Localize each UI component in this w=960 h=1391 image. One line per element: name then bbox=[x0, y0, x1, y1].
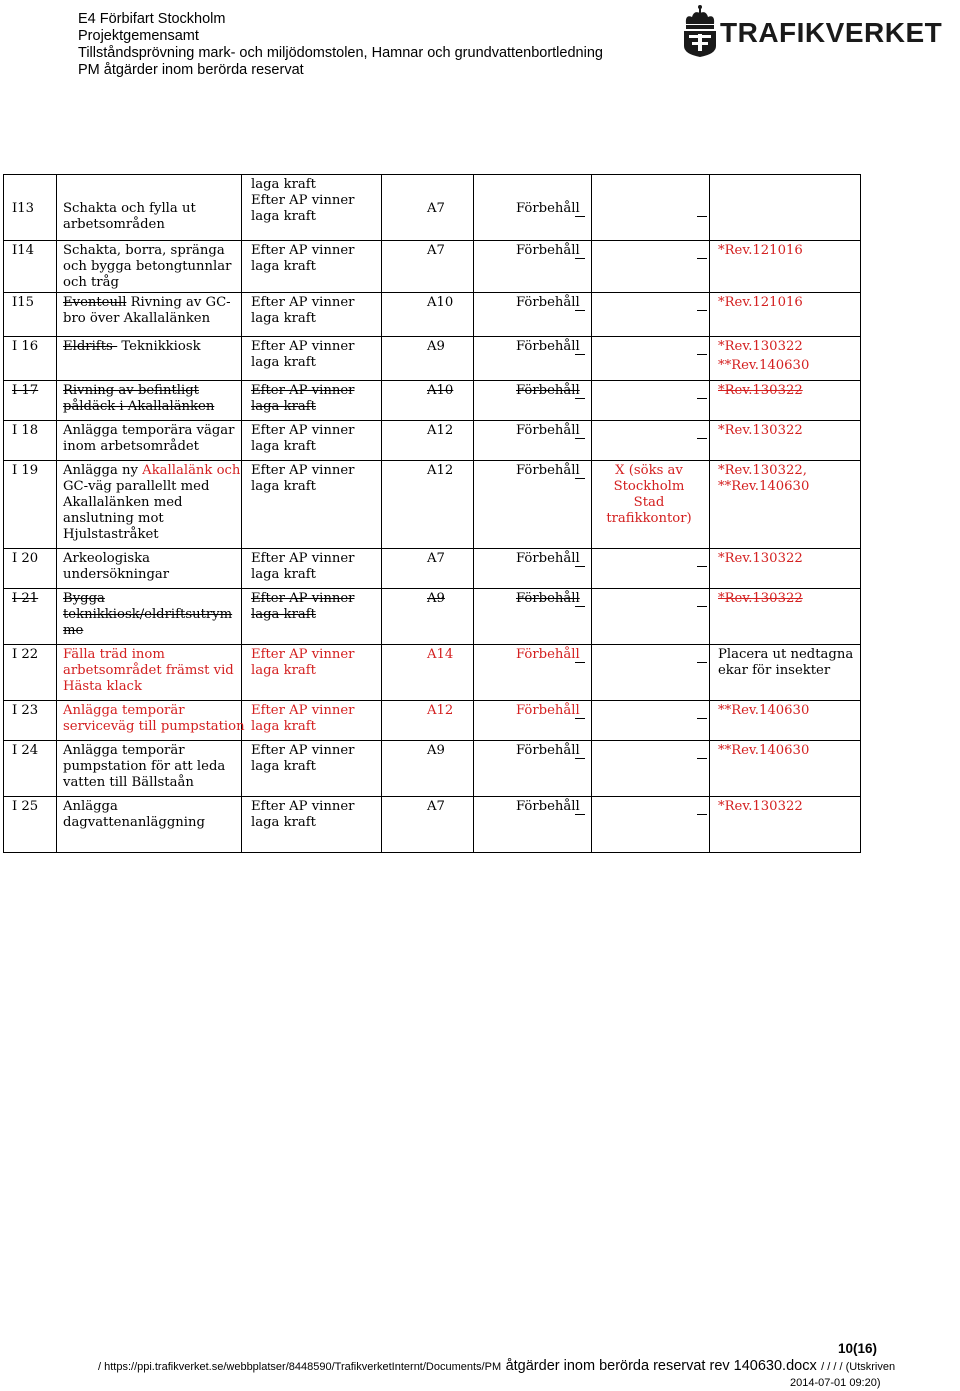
reference-code: A12 bbox=[427, 423, 454, 438]
cell-description bbox=[57, 241, 242, 293]
cell-id bbox=[4, 741, 57, 797]
cell-timing bbox=[242, 701, 382, 741]
measure-type: Förbehåll bbox=[516, 463, 580, 478]
timing-line: laga kraft bbox=[251, 567, 316, 582]
cell-notes bbox=[710, 461, 861, 549]
note-line: *Rev.130322 bbox=[718, 383, 803, 398]
timing-line: Efter AP vinner bbox=[251, 703, 355, 718]
note-line: *Rev.130322 bbox=[718, 591, 803, 606]
cell-reference bbox=[382, 293, 474, 337]
dash-marker bbox=[575, 438, 585, 439]
cell-id bbox=[4, 549, 57, 589]
cell-timing bbox=[242, 589, 382, 645]
note-line: *Rev.130322 bbox=[718, 339, 803, 354]
reference-code: A9 bbox=[427, 743, 445, 758]
timing-line: Efter AP vinner bbox=[251, 193, 355, 208]
description-line: Schakta, borra, spränga bbox=[63, 243, 225, 258]
dash-marker bbox=[697, 216, 707, 217]
file-path-name: åtgärder inom berörda reservat rev 140630.docx bbox=[505, 1358, 817, 1374]
cell-description bbox=[57, 589, 242, 645]
reference-code: A10 bbox=[427, 383, 454, 398]
table-row bbox=[4, 241, 861, 293]
dash-marker bbox=[575, 216, 585, 217]
dash-marker bbox=[697, 398, 707, 399]
dash-marker bbox=[697, 438, 707, 439]
cell-stockholm bbox=[592, 241, 710, 293]
row-id: I13 bbox=[12, 201, 34, 216]
cell-type bbox=[474, 293, 592, 337]
cell-notes bbox=[710, 241, 861, 293]
description-line: bro över Akallalänken bbox=[63, 311, 211, 326]
description-line: arbetsområdet främst vid bbox=[63, 663, 234, 678]
cell-notes bbox=[710, 701, 861, 741]
table-row bbox=[4, 549, 861, 589]
timing-line: Efter AP vinner bbox=[251, 243, 355, 258]
description-part: Eventeull bbox=[63, 295, 127, 310]
stockholm-line: trafikkontor) bbox=[606, 511, 692, 526]
cell-id bbox=[4, 241, 57, 293]
measure-type: Förbehåll bbox=[516, 295, 580, 310]
description-part: Akallalänk och bbox=[142, 463, 241, 478]
timing-line: laga kraft bbox=[251, 177, 316, 192]
cell-stockholm bbox=[592, 701, 710, 741]
table-row bbox=[4, 337, 861, 381]
cell-timing bbox=[242, 175, 382, 241]
description-line bbox=[63, 463, 240, 479]
cell-notes bbox=[710, 741, 861, 797]
note-line: Placera ut nedtagna bbox=[718, 647, 854, 662]
cell-timing bbox=[242, 293, 382, 337]
cell-reference bbox=[382, 421, 474, 461]
description-line: anslutning mot bbox=[63, 511, 164, 526]
cell-stockholm bbox=[592, 741, 710, 797]
timing-line: Efter AP vinner bbox=[251, 799, 355, 814]
description-line: Schakta och fylla ut bbox=[63, 201, 196, 216]
cell-id bbox=[4, 175, 57, 241]
description-line: och bygga betongtunnlar bbox=[63, 259, 232, 274]
cell-timing bbox=[242, 461, 382, 549]
description-line: teknikkiosk/eldriftsutrym bbox=[63, 607, 233, 622]
cell-description bbox=[57, 421, 242, 461]
cell-stockholm bbox=[592, 549, 710, 589]
row-id: I 20 bbox=[12, 551, 39, 566]
description-line: Fälla träd inom bbox=[63, 647, 165, 662]
description-line: Akallalänken med bbox=[63, 495, 183, 510]
timing-line: laga kraft bbox=[251, 355, 316, 370]
table-row bbox=[4, 741, 861, 797]
cell-reference bbox=[382, 589, 474, 645]
cell-notes bbox=[710, 175, 861, 241]
row-id: I 17 bbox=[12, 383, 39, 398]
measure-type: Förbehåll bbox=[516, 201, 580, 216]
cell-id bbox=[4, 589, 57, 645]
dash-marker bbox=[575, 662, 585, 663]
dash-marker bbox=[575, 606, 585, 607]
cell-type bbox=[474, 549, 592, 589]
stockholm-line: X (söks av bbox=[615, 463, 683, 478]
cell-description bbox=[57, 645, 242, 701]
timing-line: Efter AP vinner bbox=[251, 591, 355, 606]
description-line: Bygga bbox=[63, 591, 105, 606]
timing-line: Efter AP vinner bbox=[251, 423, 355, 438]
timing-line: laga kraft bbox=[251, 209, 316, 224]
description-line: Arkeologiska bbox=[63, 551, 151, 566]
dash-marker bbox=[697, 718, 707, 719]
measure-type: Förbehåll bbox=[516, 243, 580, 258]
dash-marker bbox=[697, 566, 707, 567]
cell-reference bbox=[382, 549, 474, 589]
note-line: *Rev.121016 bbox=[718, 295, 803, 310]
row-id: I14 bbox=[12, 243, 34, 258]
cell-notes bbox=[710, 549, 861, 589]
dash-marker bbox=[697, 354, 707, 355]
cell-type bbox=[474, 175, 592, 241]
reference-code: A9 bbox=[427, 591, 445, 606]
timing-line: laga kraft bbox=[251, 479, 316, 494]
cell-description bbox=[57, 797, 242, 853]
cell-type bbox=[474, 381, 592, 421]
stockholm-line: Stad bbox=[633, 495, 665, 510]
reference-code: A7 bbox=[427, 243, 445, 258]
timing-line: laga kraft bbox=[251, 815, 316, 830]
table-row bbox=[4, 293, 861, 337]
timing-line: Efter AP vinner bbox=[251, 647, 355, 662]
description-line: GC-väg parallellt med bbox=[63, 479, 210, 494]
dash-marker bbox=[575, 398, 585, 399]
row-id: I 19 bbox=[12, 463, 39, 478]
dash-marker bbox=[697, 606, 707, 607]
table-row bbox=[4, 175, 861, 241]
cell-id bbox=[4, 381, 57, 421]
description-part: Anlägga ny bbox=[63, 463, 143, 478]
cell-timing bbox=[242, 241, 382, 293]
timing-line: laga kraft bbox=[251, 259, 316, 274]
cell-notes bbox=[710, 337, 861, 381]
reference-code: A10 bbox=[427, 295, 454, 310]
cell-type bbox=[474, 421, 592, 461]
cell-id bbox=[4, 421, 57, 461]
description-line: Hästa klack bbox=[63, 679, 142, 694]
note-line: *Rev.130322, bbox=[718, 463, 807, 478]
dash-marker bbox=[575, 258, 585, 259]
description-line: pumpstation för att leda bbox=[63, 759, 226, 774]
description-line: arbetsområden bbox=[63, 217, 165, 232]
header-project: E4 Förbifart Stockholm bbox=[78, 11, 226, 27]
table-row bbox=[4, 701, 861, 741]
description-line: me bbox=[63, 623, 84, 638]
cell-type bbox=[474, 589, 592, 645]
cell-timing bbox=[242, 337, 382, 381]
cell-reference bbox=[382, 337, 474, 381]
dash-marker bbox=[575, 814, 585, 815]
dash-marker bbox=[575, 566, 585, 567]
measure-type: Förbehåll bbox=[516, 423, 580, 438]
timing-line: Efter AP vinner bbox=[251, 463, 355, 478]
description-line bbox=[63, 339, 201, 355]
timing-line: Efter AP vinner bbox=[251, 743, 355, 758]
description-part: Teknikkiosk bbox=[117, 339, 201, 354]
cell-reference bbox=[382, 741, 474, 797]
cell-stockholm bbox=[592, 337, 710, 381]
description-line: vatten till Bällstaån bbox=[63, 775, 194, 790]
measure-type: Förbehåll bbox=[516, 591, 580, 606]
row-id: I 23 bbox=[12, 703, 39, 718]
row-id: I 22 bbox=[12, 647, 39, 662]
note-line: **Rev.140630 bbox=[718, 703, 810, 718]
description-line: Hjulstastråket bbox=[63, 527, 159, 542]
row-id: I 18 bbox=[12, 423, 39, 438]
description-line: Anlägga temporära vägar bbox=[63, 423, 235, 438]
page-number: 10(16) bbox=[838, 1341, 878, 1356]
timing-line: laga kraft bbox=[251, 607, 316, 622]
row-id: I 25 bbox=[12, 799, 39, 814]
cell-type bbox=[474, 241, 592, 293]
note-line: *Rev.130322 bbox=[718, 551, 803, 566]
cell-stockholm bbox=[592, 797, 710, 853]
dash-marker bbox=[697, 758, 707, 759]
header-scope: Projektgemensamt bbox=[78, 28, 199, 44]
measure-type: Förbehåll bbox=[516, 339, 580, 354]
cell-timing bbox=[242, 797, 382, 853]
header-document: PM åtgärder inom berörda reservat bbox=[78, 62, 304, 78]
table-row bbox=[4, 589, 861, 645]
note-line: **Rev.140630 bbox=[718, 743, 810, 758]
cell-reference bbox=[382, 381, 474, 421]
cell-id bbox=[4, 293, 57, 337]
cell-reference bbox=[382, 645, 474, 701]
description-line: Rivning av befintligt bbox=[63, 383, 199, 398]
dash-marker bbox=[575, 718, 585, 719]
cell-notes bbox=[710, 293, 861, 337]
cell-reference bbox=[382, 797, 474, 853]
cell-notes bbox=[710, 421, 861, 461]
cell-type bbox=[474, 797, 592, 853]
document-header bbox=[78, 11, 603, 79]
measure-type: Förbehåll bbox=[516, 743, 580, 758]
reference-code: A14 bbox=[427, 647, 454, 662]
description-line: påldäck i Akallalänken bbox=[63, 399, 215, 414]
cell-reference bbox=[382, 461, 474, 549]
row-id: I 21 bbox=[12, 591, 39, 606]
table-row bbox=[4, 381, 861, 421]
cell-description bbox=[57, 549, 242, 589]
timing-line: Efter AP vinner bbox=[251, 339, 355, 354]
description-line: och tråg bbox=[63, 275, 119, 290]
cell-id bbox=[4, 645, 57, 701]
description-line: Anlägga bbox=[63, 799, 118, 814]
note-line: *Rev.130322 bbox=[718, 423, 803, 438]
measure-type: Förbehåll bbox=[516, 383, 580, 398]
dash-marker bbox=[697, 662, 707, 663]
timing-line: laga kraft bbox=[251, 311, 316, 326]
cell-timing bbox=[242, 421, 382, 461]
timing-line: Efter AP vinner bbox=[251, 383, 355, 398]
cell-id bbox=[4, 701, 57, 741]
description-part: Rivning av GC- bbox=[126, 295, 231, 310]
dash-marker bbox=[575, 758, 585, 759]
cell-stockholm bbox=[592, 293, 710, 337]
row-id: I 24 bbox=[12, 743, 39, 758]
cell-timing bbox=[242, 645, 382, 701]
note-line: *Rev.130322 bbox=[718, 799, 803, 814]
cell-timing bbox=[242, 381, 382, 421]
description-line: Anlägga temporär bbox=[63, 703, 185, 718]
description-line bbox=[63, 295, 231, 311]
reference-code: A9 bbox=[427, 339, 445, 354]
reference-code: A7 bbox=[427, 201, 445, 216]
cell-stockholm bbox=[592, 175, 710, 241]
cell-description bbox=[57, 293, 242, 337]
header-subject: Tillståndsprövning mark- och miljödomstolen, Hamnar och grundvattenbortledning bbox=[78, 45, 603, 61]
trafikverket-logo bbox=[680, 4, 960, 58]
cell-description bbox=[57, 461, 242, 549]
table-row bbox=[4, 645, 861, 701]
reference-code: A7 bbox=[427, 551, 445, 566]
cell-reference bbox=[382, 175, 474, 241]
cell-notes bbox=[710, 797, 861, 853]
description-line: inom arbetsområdet bbox=[63, 439, 199, 454]
reference-code: A7 bbox=[427, 799, 445, 814]
logo-wordmark: TRAFIKVERKET bbox=[720, 17, 943, 48]
cell-stockholm bbox=[592, 645, 710, 701]
cell-type bbox=[474, 741, 592, 797]
dash-marker bbox=[575, 478, 585, 479]
dash-marker bbox=[575, 354, 585, 355]
cell-type bbox=[474, 645, 592, 701]
dash-marker bbox=[575, 310, 585, 311]
dash-marker bbox=[697, 258, 707, 259]
timing-line: Efter AP vinner bbox=[251, 551, 355, 566]
timing-line: Efter AP vinner bbox=[251, 295, 355, 310]
print-date: 2014-07-01 09:20) bbox=[790, 1377, 881, 1389]
description-part: Eldrifts- bbox=[63, 339, 118, 354]
dash-marker bbox=[697, 310, 707, 311]
note-line: **Rev.140630 bbox=[718, 358, 810, 373]
reference-code: A12 bbox=[427, 463, 454, 478]
cell-stockholm bbox=[592, 461, 710, 549]
row-id: I 16 bbox=[12, 339, 39, 354]
cell-reference bbox=[382, 241, 474, 293]
cell-notes bbox=[710, 381, 861, 421]
measure-type: Förbehåll bbox=[516, 551, 580, 566]
cell-stockholm bbox=[592, 589, 710, 645]
cell-id bbox=[4, 461, 57, 549]
cell-notes bbox=[710, 645, 861, 701]
cell-id bbox=[4, 797, 57, 853]
row-id: I15 bbox=[12, 295, 34, 310]
cell-notes bbox=[710, 589, 861, 645]
timing-line: laga kraft bbox=[251, 663, 316, 678]
measure-type: Förbehåll bbox=[516, 799, 580, 814]
file-path-tail: / / / / (Utskriven bbox=[821, 1361, 896, 1373]
table-row bbox=[4, 797, 861, 853]
cell-id bbox=[4, 337, 57, 381]
cell-description bbox=[57, 175, 242, 241]
cell-type bbox=[474, 461, 592, 549]
note-line: **Rev.140630 bbox=[718, 479, 810, 494]
cell-description bbox=[57, 741, 242, 797]
cell-reference bbox=[382, 701, 474, 741]
cell-timing bbox=[242, 549, 382, 589]
cell-stockholm bbox=[592, 381, 710, 421]
timing-line: laga kraft bbox=[251, 439, 316, 454]
cell-type bbox=[474, 701, 592, 741]
cell-description bbox=[57, 381, 242, 421]
cell-type bbox=[474, 337, 592, 381]
timing-line: laga kraft bbox=[251, 399, 316, 414]
cell-timing bbox=[242, 741, 382, 797]
measure-type: Förbehåll bbox=[516, 703, 580, 718]
description-line: undersökningar bbox=[63, 567, 170, 582]
description-line: dagvattenanläggning bbox=[63, 815, 205, 830]
table-row bbox=[4, 421, 861, 461]
dash-marker bbox=[697, 814, 707, 815]
cell-description bbox=[57, 337, 242, 381]
note-line: ekar för insekter bbox=[718, 663, 831, 678]
description-line: Anlägga temporär bbox=[63, 743, 185, 758]
description-line: serviceväg till pumpstation bbox=[63, 719, 245, 734]
timing-line: laga kraft bbox=[251, 759, 316, 774]
reference-code: A12 bbox=[427, 703, 454, 718]
cell-stockholm bbox=[592, 421, 710, 461]
file-path bbox=[98, 1357, 895, 1375]
file-path-url: / https://ppi.trafikverket.se/webbplatser/8448590/TrafikverketInternt/Documents/PM bbox=[98, 1361, 502, 1373]
stockholm-line: Stockholm bbox=[613, 479, 685, 494]
crown-icon bbox=[680, 4, 720, 58]
measure-type: Förbehåll bbox=[516, 647, 580, 662]
cell-description bbox=[57, 701, 245, 741]
timing-line: laga kraft bbox=[251, 719, 316, 734]
table-row bbox=[4, 461, 861, 549]
measures-table bbox=[3, 174, 861, 853]
note-line: *Rev.121016 bbox=[718, 243, 803, 258]
